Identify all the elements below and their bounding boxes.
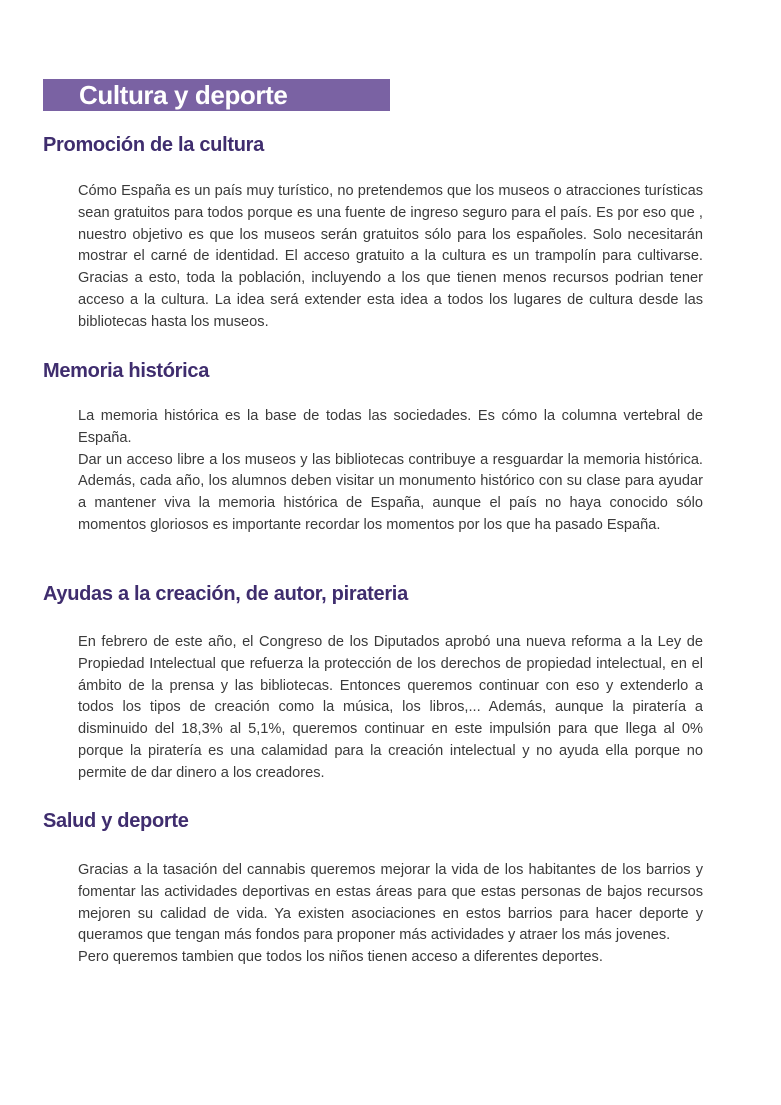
page-title: Cultura y deporte xyxy=(79,80,288,110)
paragraph: Pero queremos tambien que todos los niños tienen acceso a diferentes deportes. xyxy=(78,949,603,966)
section-heading-memoria-historica: Memoria histórica xyxy=(43,360,210,382)
paragraph: Cómo España es un país muy turístico, no pretendemos que los museos o atracciones turísticas sean gratuitos para todos porque es una fuente de ingreso seguro para el país. Es por eso que , nuestro objetivo es que los museos serán gratuitos sólo para los españoles. Solo necesitarán mostrar el carné de identidad. El acceso gratuito a la cultura es un trampolín para cultivarse. Gracias a esto, toda la población, incluyendo a los que tienen menos recursos podrian tener acceso a la cultura. La idea será extender esta idea a todos los lugares de cultura desde las bibliotecas hasta los museos. xyxy=(78,183,703,330)
paragraph: Gracias a la tasación del cannabis queremos mejorar la vida de los habitantes de los barrios y fomentar las actividades deportivas en estas áreas para que estas personas de bajos recursos mejoren su calidad de vida. Ya existen asociaciones en estos barrios para hacer deporte y queramos que tengan más fondos para proponer más actividades y atraer los más jovenes. xyxy=(78,862,703,944)
section-heading-ayudas-creacion: Ayudas a la creación, de autor, pirateria xyxy=(43,583,408,605)
section-body-salud-deporte xyxy=(78,860,703,969)
paragraph: Dar un acceso libre a los museos y las bibliotecas contribuye a resguardar la memoria histórica. Además, cada año, los alumnos deben visitar un monumento histórico con su clase para ayudar a mantener viva la memoria histórica de España, aunque el país no haya conocido sólo momentos gloriosos es importante recordar los momentos por los que ha pasado España. xyxy=(78,451,703,533)
paragraph: La memoria histórica es la base de todas las sociedades. Es cómo la columna vertebral de España. xyxy=(78,408,703,446)
section-body-promocion-cultura xyxy=(78,181,703,334)
section-body-ayudas-creacion xyxy=(78,632,703,785)
section-body-memoria-historica xyxy=(78,406,703,537)
section-heading-salud-deporte: Salud y deporte xyxy=(43,810,189,832)
paragraph: En febrero de este año, el Congreso de los Diputados aprobó una nueva reforma a la Ley de Propiedad Intelectual que refuerza la protección de los derechos de propiedad intelectual, en el ámbito de la prensa y las bibliotecas. Entonces queremos continuar con eso y extenderlo a todos los tipos de creación como la música, los libros,... Además, aunque la piratería a disminuido del 18,3% al 5,1%, queremos continuar en este impulsión para que llega al 0% porque la piratería es una calamidad para la creación intelectual y no ayuda ella porque no permite de dar dinero a los creadores. xyxy=(78,634,703,781)
section-heading-promocion-cultura: Promoción de la cultura xyxy=(43,134,264,156)
page-title-banner xyxy=(43,79,390,111)
